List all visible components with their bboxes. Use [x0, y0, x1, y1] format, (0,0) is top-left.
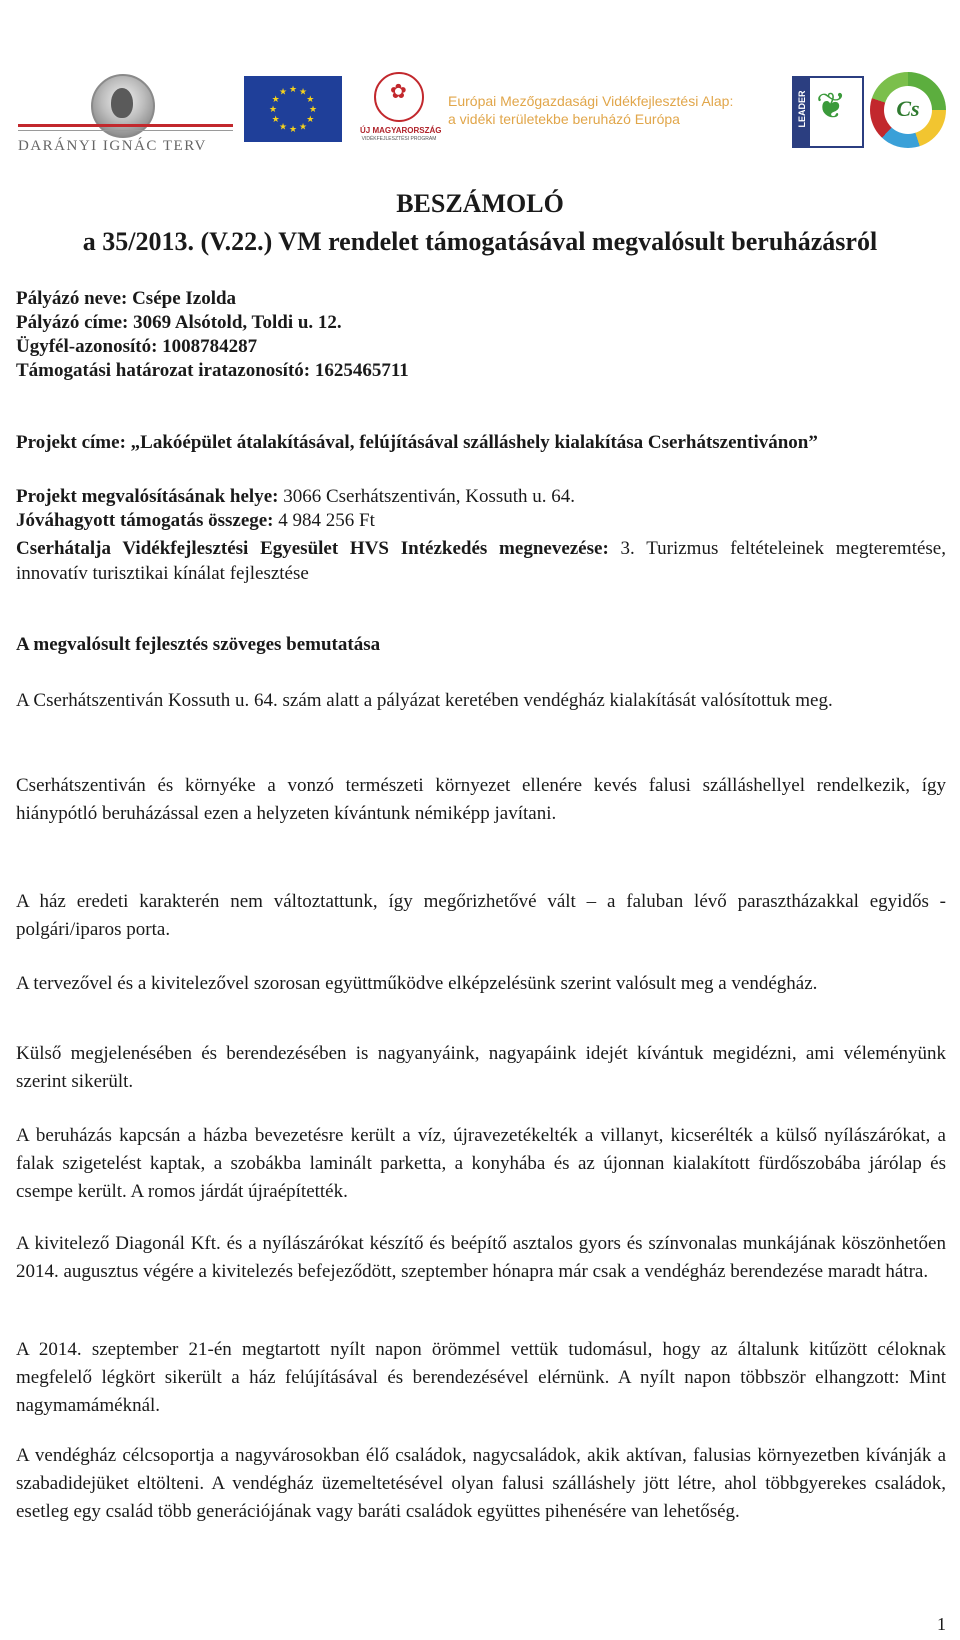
eafrd-line-2: a vidéki területekbe beruházó Európa	[448, 111, 680, 127]
eafrd-text	[448, 92, 778, 128]
eu-star-icon: ★	[288, 84, 298, 94]
eu-star-icon: ★	[298, 86, 308, 97]
project-location-label: Projekt megvalósításának helye:	[16, 486, 284, 507]
paragraph-9: A vendégház célcsoportja a nagyvárosokban élő családok, nagycsaládok, akik aktívan, falusias környezetben kívánják a szabadidejüket eltölteni. A vendégház üzemeltetésével olyan falusi szálláshely jött létre, ahol többgyerekes családok, esetleg egy család több generációjának vagy baráti családok együttes pihenésére van lehetőség.	[16, 1445, 946, 1522]
eu-star-icon: ★	[288, 124, 298, 134]
project-location-block	[16, 484, 946, 509]
applicant-name: Pályázó neve: Csépe Izolda	[16, 288, 237, 309]
portrait-icon	[91, 74, 155, 138]
eu-star-icon: ★	[308, 104, 318, 114]
daranyi-logo-text: DARÁNYI IGNÁC TERV	[18, 138, 207, 154]
project-location-value: 3066 Cserhátszentiván, Kossuth u. 64.	[283, 486, 576, 507]
um-logo-label: ÚJ MAGYARORSZÁG	[360, 126, 442, 135]
section-heading: A megvalósult fejlesztés szöveges bemutatása	[16, 634, 381, 655]
cserhatalja-logo	[870, 72, 946, 148]
project-title-label: Projekt címe:	[16, 432, 131, 453]
client-id: Ügyfél-azonosító: 1008784287	[16, 336, 258, 357]
measure-value: 3. Turizmus feltételeinek megteremtése, innovatív turisztikai kínálat fejlesztése	[16, 538, 946, 584]
document-title: BESZÁMOLÓ	[396, 189, 564, 218]
eu-star-icon: ★	[306, 114, 315, 124]
logo-header	[0, 0, 960, 170]
cs-logo-text: Cs	[896, 96, 920, 121]
approved-support-block	[16, 508, 946, 533]
flower-icon: ✿	[390, 81, 407, 103]
decision-id: Támogatási határozat iratazonosító: 1625465711	[16, 360, 409, 381]
um-logo-sub: VIDÉKFEJLESZTÉSI PROGRAM	[361, 136, 437, 142]
project-title-block	[16, 430, 946, 455]
leader-logo-text: LEADER	[797, 90, 807, 128]
paragraph-2: Cserhátszentiván és környéke a vonzó természeti környezet ellenére kevés falusi szálláshellyel rendelkezik, így hiánypótló beruházással ezen a helyzeten kívántunk némiképp javítani.	[16, 775, 946, 824]
document-subtitle: a 35/2013. (V.22.) VM rendelet támogatásával megvalósult beruházásról	[82, 227, 878, 256]
paragraph-5: Külső megjelenésében és berendezésében is nagyanyáink, nagyapáink idejét kívántuk megidézni, ami véleményünk szerint sikerült.	[16, 1043, 946, 1092]
eu-star-icon: ★	[306, 94, 315, 104]
uj-magyarorszag-logo	[360, 72, 442, 160]
eu-star-icon: ★	[271, 114, 280, 124]
paragraph-3: A ház eredeti karakterén nem változtattunk, így megőrizhetővé vált – a faluban lévő parasztházakkal egyidős -polgári/iparos porta.	[16, 891, 946, 940]
eu-star-icon: ★	[278, 121, 288, 132]
paragraph-1: A Cserhátszentiván Kossuth u. 64. szám alatt a pályázat keretében vendégház kialakítását valósítottuk meg.	[16, 690, 833, 711]
page-number: 1	[937, 1614, 946, 1634]
paragraph-4: A tervezővel és a kivitelezővel szorosan együttműködve elképzelésünk szerint valósult meg a vendégház.	[16, 973, 818, 994]
eu-star-icon: ★	[278, 86, 288, 97]
measure-label: Cserhátalja Vidékfejlesztési Egyesület HVS Intézkedés megnevezése:	[16, 538, 621, 559]
measure-block	[16, 536, 946, 586]
daranyi-ignac-terv-logo	[18, 68, 233, 163]
eu-flag-icon	[244, 76, 342, 142]
paragraph-8: A 2014. szeptember 21-én megtartott nyílt napon örömmel vettük tudomásul, hogy az általunk kitűzött céloknak megfelelő légkört sikerült a ház felújításával és berendezésével elérnünk. A nyílt napon többször elhangzott: Mint nagymamáméknál.	[16, 1339, 946, 1416]
approved-support-label: Jóváhagyott támogatás összege:	[16, 510, 279, 531]
eu-star-icon: ★	[268, 104, 278, 114]
project-title-value: „Lakóépület átalakításával, felújításával szálláshely kialakítása Cserhátszentivánon”	[130, 432, 818, 453]
approved-support-value: 4 984 256 Ft	[278, 510, 375, 531]
eafrd-line-1: Európai Mezőgazdasági Vidékfejlesztési Alap:	[448, 93, 734, 109]
paragraph-6: A beruházás kapcsán a házba bevezetésre került a víz, újravezetékelték a villanyt, kicserélték a külső nyílászárókat, a falak szigetelést kaptak, a szobákba laminált parketta, a konyhába és az újonnan kialakított fürdőszobába járólap és csempe került. A romos járdát újraépítették.	[16, 1125, 946, 1202]
eu-star-icon: ★	[298, 121, 308, 132]
eu-star-icon: ★	[271, 94, 280, 104]
leader-logo	[792, 76, 864, 148]
paragraph-7: A kivitelező Diagonál Kft. és a nyílászárókat készítő és beépítő asztalos gyors és színvonalas munkájának köszönhetően 2014. augusztus végére a kivitelezés befejeződött, szeptember hónapra már csak a vendégház berendezése maradt hátra.	[16, 1233, 946, 1282]
applicant-address: Pályázó címe: 3069 Alsótold, Toldi u. 12.	[16, 312, 342, 333]
leader-leaf-icon: ❦	[816, 86, 847, 126]
